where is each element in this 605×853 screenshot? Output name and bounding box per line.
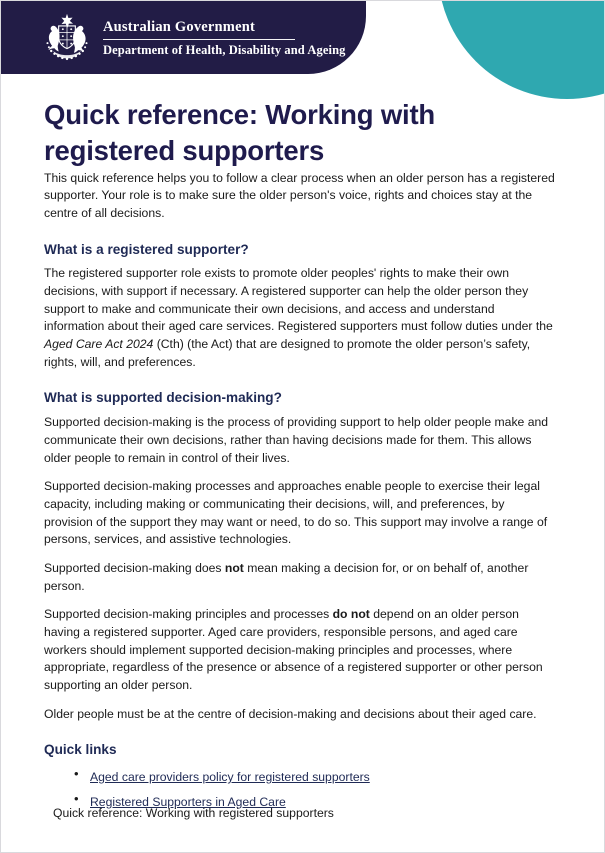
emphasis-do-not: do not [332,607,370,622]
branding-text [103,18,346,59]
text-run: Older people must be at the centre of decision-making and decisions about their aged care. [44,706,537,721]
text-run: Supported decision-making does [44,560,225,575]
text-run: mean making a decision for, or on behalf of, another person. [44,560,529,593]
text-run: Supported decision-making principles and processes [44,607,333,622]
page-title: Quick reference: Working with registered supporters [44,99,436,167]
text-run: The registered supporter role exists to promote older peoples' rights to make their own decisions, with support if necessary. A registered supporter can help the older person they support to make and communicate their own decisions, and access and understand information about their aged care services. Registered supporters must follow duties under the [44,266,553,334]
government-label: Australian Government [103,18,256,35]
paragraph-registered-supporter [44,265,556,371]
section-heading-quick-links: Quick links [44,742,117,758]
text-run: (Cth) (the Act) that are designed to promote the older person’s safety, rights, will, and preferences. [44,337,531,369]
text-run: depend on an older person having a registered supporter. Aged care providers, responsible persons, and aged care workers should implement supported decision-making principles and processes, where appropriate, regardless of the presence or absence of a registered supporter or other person supporting an older person. [44,607,543,693]
paragraph-sdm-not-substitute [44,560,556,595]
quick-link-registered-supporters[interactable]: Registered Supporters in Aged Care [90,794,286,809]
australian-coat-of-arms-icon [39,12,95,64]
government-branding [39,12,346,64]
section-heading-registered-supporter: What is a registered supporter? [44,241,249,257]
quick-link-providers-policy[interactable]: Aged care providers policy for registered supporters [90,770,370,785]
text-run: Supported decision-making is the process of providing support to help older people make and communicate their own decisions, rather than having decisions made for them. This allows older people to remain in control of their lives. [44,415,549,465]
page-footer: Quick reference: Working with registered supporters [53,806,334,820]
document-content [1,74,604,815]
branding-divider [103,39,295,40]
paragraph-sdm-independent-of-supporter [44,606,556,694]
text-run: Supported decision-making processes and approaches enable people to exercise their legal capacity, including making or communicating their decisions, will, and preferences, by provision of the support they may want or need, to do so. This support may involve a range of persons, services, and assistive technologies. [44,479,548,547]
paragraph-sdm-legal-capacity [44,478,556,549]
paragraph-sdm-definition [44,414,556,467]
intro-paragraph: This quick reference helps you to follow a clear process when an older person has a registered supporter. Your role is to make sure the older person's voice, rights and choices stay at the centre of all decisions. [44,170,555,220]
act-citation: Aged Care Act 2024 [44,337,154,352]
section-heading-supported-decision-making: What is supported decision-making? [44,390,282,406]
emphasis-not: not [224,560,244,575]
department-label: Department of Health, Disability and Ageing [103,42,346,57]
paragraph-older-people-centre [44,706,556,724]
list-item [90,766,574,788]
